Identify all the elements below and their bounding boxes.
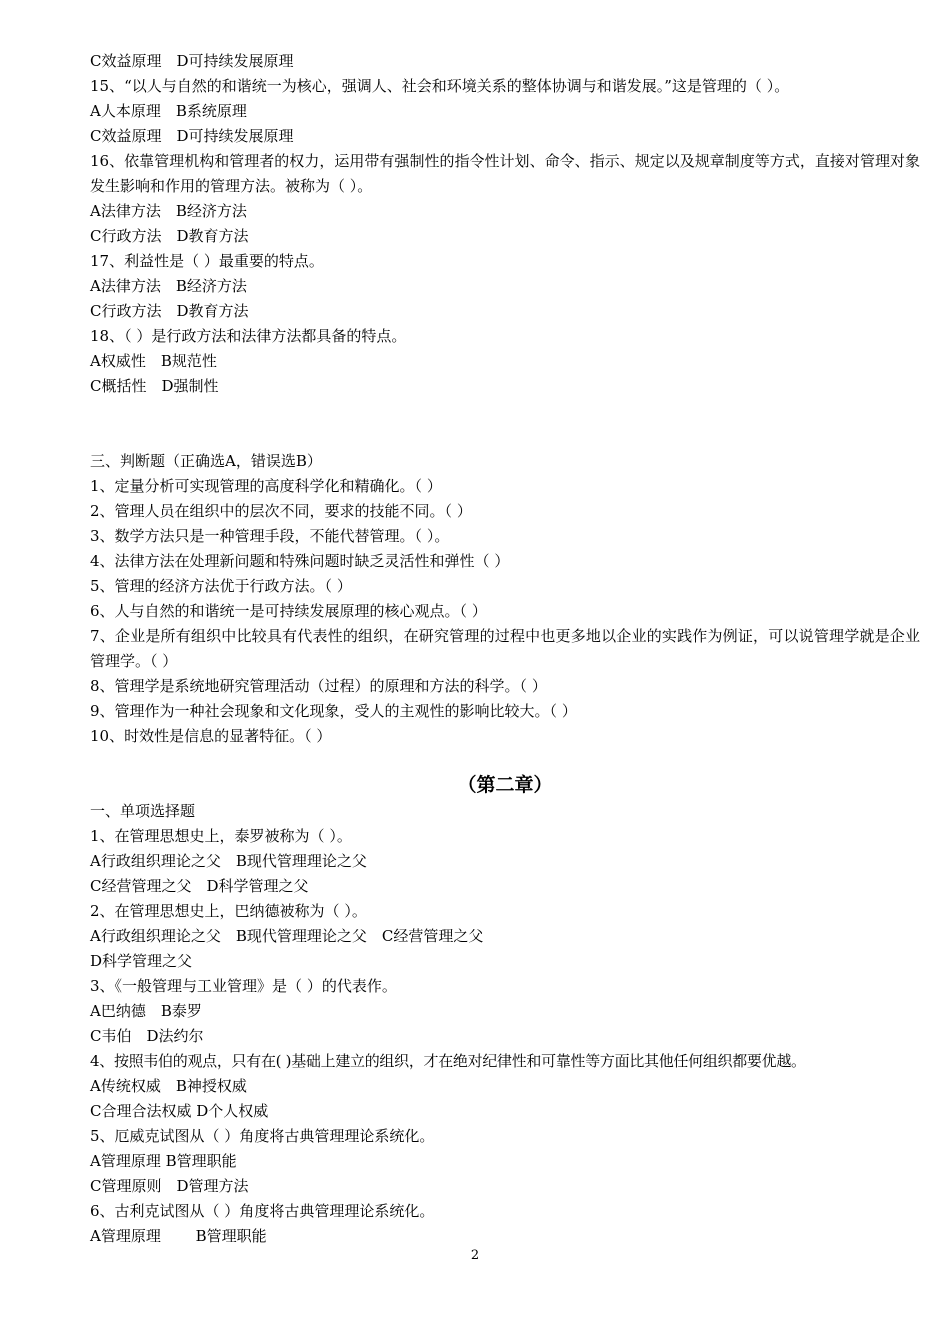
section-heading: 三、判断题（正确选A，错误选B） <box>90 452 322 470</box>
option-line: A人本原理 B系统原理 <box>90 102 247 120</box>
question-line: 4、按照韦伯的观点，只有在( )基础上建立的组织，才在绝对纪律性和可靠性等方面比其他任何组织都要优越。 <box>90 1052 806 1070</box>
question-line: 1、在管理思想史上，泰罗被称为（ ）。 <box>90 827 352 845</box>
option-line: A传统权威 B神授权威 <box>90 1077 247 1095</box>
option-line: C合理合法权威 D个人权威 <box>90 1102 269 1120</box>
question-line: 16、依靠管理机构和管理者的权力，运用带有强制性的指令性计划、命令、指示、规定以及规章制度等方式，直接对管理对象发生影响和作用的管理方法。被称为（ ）。 <box>90 152 920 195</box>
option-line: D科学管理之父 <box>90 952 193 970</box>
option-line: C效益原理 D可持续发展原理 <box>90 52 294 70</box>
option-line: A行政组织理论之父 B现代管理理论之父 C经营管理之父 <box>90 927 484 945</box>
option-line: A管理原理 B管理职能 <box>90 1152 237 1170</box>
section-spacer <box>90 749 920 771</box>
option-line: C行政方法 D教育方法 <box>90 227 249 245</box>
option-line: C韦伯 D法约尔 <box>90 1027 204 1045</box>
statement-line: 2、管理人员在组织中的层次不同，要求的技能不同。（ ） <box>90 502 472 520</box>
statement-line: 4、法律方法在处理新问题和特殊问题时缺乏灵活性和弹性（ ） <box>90 552 510 570</box>
question-line: 2、在管理思想史上，巴纳德被称为（ ）。 <box>90 902 367 920</box>
statement-line: 5、管理的经济方法优于行政方法。（ ） <box>90 577 352 595</box>
option-line: A法律方法 B经济方法 <box>90 277 247 295</box>
option-line: A权威性 B规范性 <box>90 352 217 370</box>
option-line: A巴纳德 B泰罗 <box>90 1002 202 1020</box>
question-line: 5、厄威克试图从（ ）角度将古典管理理论系统化。 <box>90 1127 435 1145</box>
option-line: C行政方法 D教育方法 <box>90 302 249 320</box>
option-line: C经营管理之父 D科学管理之父 <box>90 877 309 895</box>
true-false-section <box>90 449 920 749</box>
option-line: C效益原理 D可持续发展原理 <box>90 127 294 145</box>
question-line: 3、《一般管理与工业管理》是（ ）的代表作。 <box>90 977 397 995</box>
page-number: 2 <box>470 1248 480 1263</box>
question-line: 6、古利克试图从（ ）角度将古典管理理论系统化。 <box>90 1202 435 1220</box>
statement-line: 8、管理学是系统地研究管理活动（过程）的原理和方法的科学。（ ） <box>90 677 547 695</box>
section-heading: 一、单项选择题 <box>90 802 196 820</box>
question-line: 18、（ ）是行政方法和法律方法都具备的特点。 <box>90 327 407 345</box>
page-content <box>90 49 920 1249</box>
option-line: A管理原理 B管理职能 <box>90 1227 267 1245</box>
section-spacer <box>90 399 920 449</box>
statement-line: 7、企业是所有组织中比较具有代表性的组织，在研究管理的过程中也更多地以企业的实践作为例证，可以说管理学就是企业管理学。（ ） <box>90 627 920 670</box>
option-line: A行政组织理论之父 B现代管理理论之父 <box>90 852 367 870</box>
statement-line: 10、时效性是信息的显著特征。（ ） <box>90 727 332 745</box>
question-line: 17、利益性是（ ）最重要的特点。 <box>90 252 324 270</box>
option-line: C概括性 D强制性 <box>90 377 219 395</box>
option-line: A法律方法 B经济方法 <box>90 202 247 220</box>
statement-line: 1、定量分析可实现管理的高度科学化和精确化。（ ） <box>90 477 442 495</box>
statement-line: 3、数学方法只是一种管理手段，不能代替管理。（ ）。 <box>90 527 450 545</box>
question-block-chapter-one-choices <box>90 49 920 399</box>
question-line: 15、“以人与自然的和谐统一为核心，强调人、社会和环境关系的整体协调与和谐发展。”这是管理的（ ）。 <box>90 77 790 95</box>
statement-line: 9、管理作为一种社会现象和文化现象，受人的主观性的影响比较大。（ ） <box>90 702 577 720</box>
option-line: C管理原则 D管理方法 <box>90 1177 249 1195</box>
statement-line: 6、人与自然的和谐统一是可持续发展原理的核心观点。（ ） <box>90 602 487 620</box>
chapter-two-choice-section <box>90 799 920 1249</box>
chapter-title: （第二章） <box>457 774 553 796</box>
